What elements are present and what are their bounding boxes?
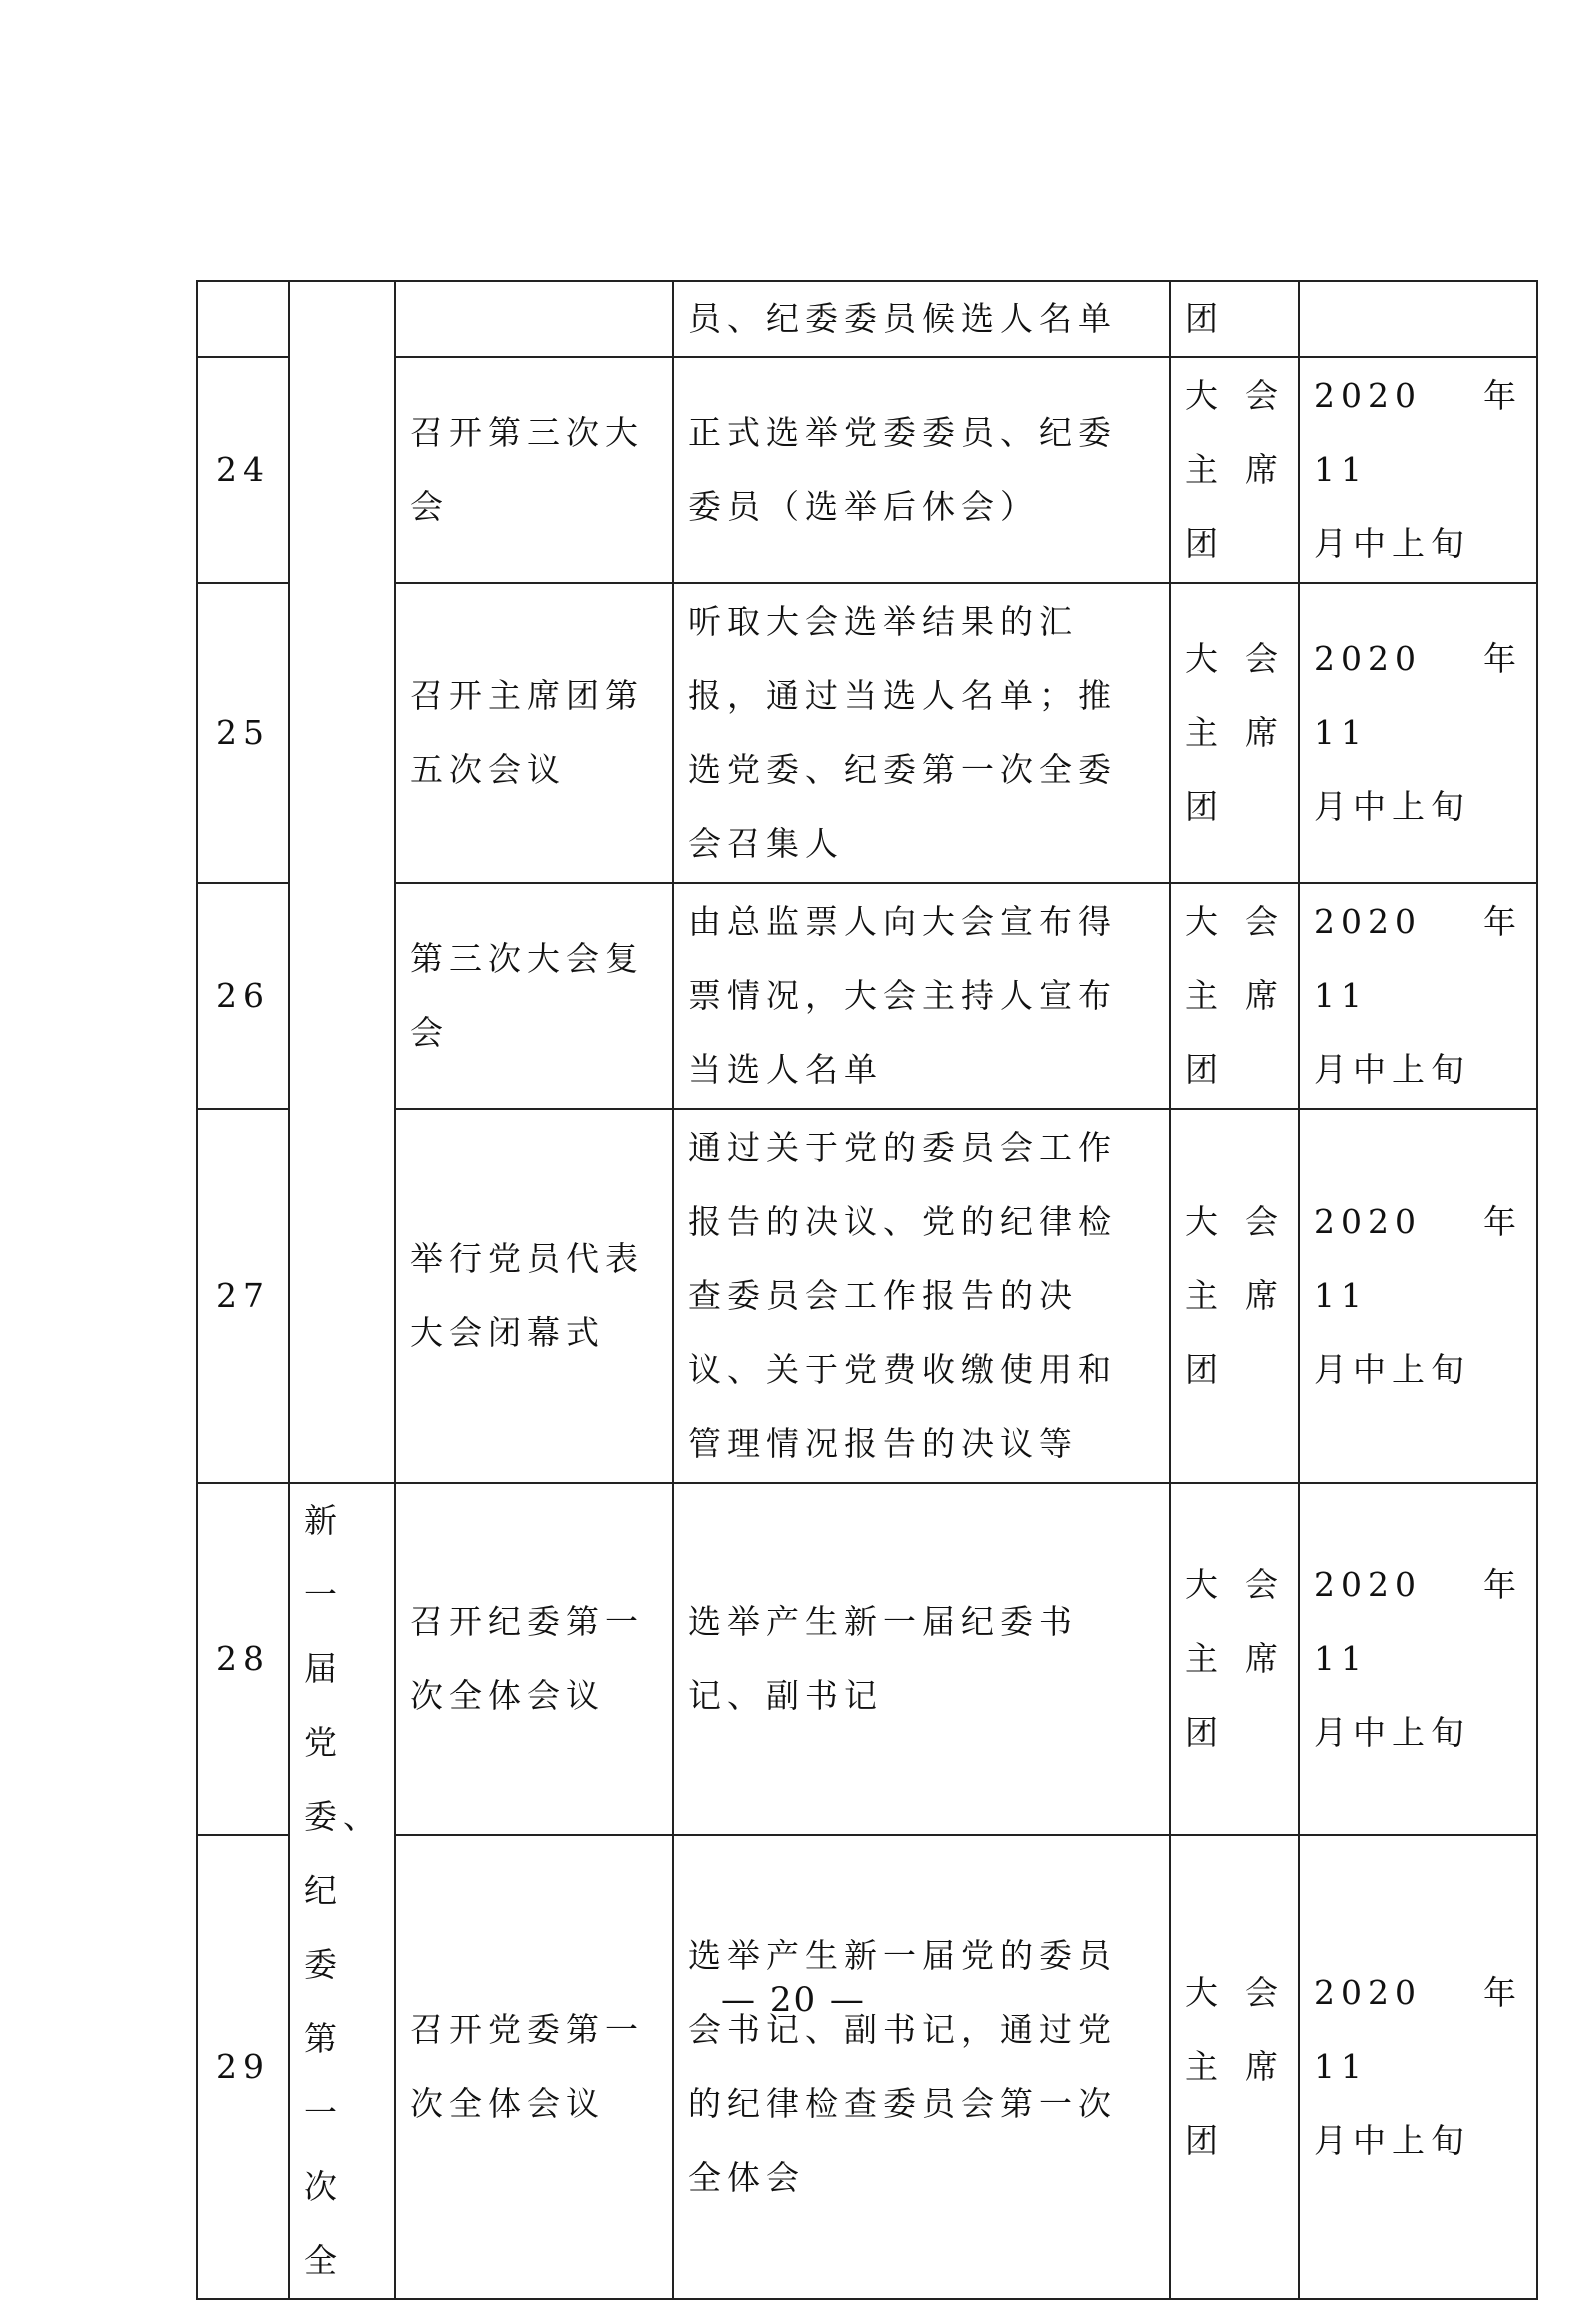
presidium-cell [1170,883,1299,1109]
presidium-line: 团 [1185,524,1224,563]
time-line: 2020 年 11 [1314,1202,1522,1315]
presidium-line: 主 席 [1185,1638,1284,1678]
presidium-line: 大 会 [1185,1202,1284,1241]
item-cell: 召开党委第一次全体会议 [395,1835,673,2299]
item-cell: 召开第三次大会 [395,357,673,583]
presidium-cell [1170,1483,1299,1835]
row-number-cell: 26 [197,883,289,1109]
content-cell: 通过关于党的委员会工作报告的决议、党的纪律检查委员会工作报告的决议、关于党费收缴使用和管理情况报告的决议等 [673,1109,1170,1483]
content-cell: 员、纪委委员候选人名单 [673,281,1170,357]
presidium-line: 主 席 [1185,2046,1284,2086]
time-cell [1299,1109,1537,1483]
item-cell: 举行党员代表大会闭幕式 [395,1109,673,1483]
time-line: 2020 年 11 [1314,376,1522,489]
time-line: 月中上旬 [1314,1050,1470,1089]
row-number-cell: 24 [197,357,289,583]
time-line: 2020 年 11 [1314,1564,1522,1678]
presidium-line: 主 席 [1185,976,1284,1015]
time-line: 2020 年 11 [1314,1972,1522,2086]
item-cell [395,281,673,357]
time-cell [1299,281,1537,357]
time-line: 2020 年 11 [1314,902,1522,1015]
presidium-line: 大 会 [1185,902,1284,941]
group-cell [289,281,395,1483]
time-line: 月中上旬 [1314,2120,1470,2160]
time-cell [1299,1483,1537,1835]
presidium-line: 团 [1185,1050,1224,1089]
content-cell: 由总监票人向大会宣布得票情况，大会主持人宣布当选人名单 [673,883,1170,1109]
table-row [197,883,1537,1109]
time-cell [1299,583,1537,883]
presidium-line: 大 会 [1185,1564,1284,1604]
time-line: 2020 年 11 [1314,639,1522,752]
table-row [197,1109,1537,1483]
presidium-line: 主 席 [1185,450,1284,489]
presidium-cell [1170,357,1299,583]
content-cell: 听取大会选举结果的汇报，通过当选人名单；推选党委、纪委第一次全委会召集人 [673,583,1170,883]
presidium-line: 大 会 [1185,1972,1284,2012]
group-cell: 新一届党委、纪委第一次全 [289,1483,395,2299]
time-cell [1299,883,1537,1109]
time-line: 月中上旬 [1314,1350,1470,1389]
table-row [197,1835,1537,2299]
content-cell: 选举产生新一届纪委书记、副书记 [673,1483,1170,1835]
presidium-cell: 团 [1170,281,1299,357]
presidium-line: 团 [1185,787,1224,826]
time-line: 月中上旬 [1314,1712,1470,1752]
row-number-cell: 25 [197,583,289,883]
table-row [197,1483,1537,1835]
presidium-line: 团 [1185,1350,1224,1389]
row-number-cell: 28 [197,1483,289,1835]
page-number: — 20 — [721,1980,866,2020]
row-number-cell: 29 [197,1835,289,2299]
table-row [197,357,1537,583]
presidium-line: 大 会 [1185,639,1284,678]
presidium-cell [1170,1835,1299,2299]
presidium-line: 大 会 [1185,376,1284,415]
row-number-cell: 27 [197,1109,289,1483]
content-cell: 选举产生新一届党的委员会书记、副书记，通过党的纪律检查委员会第一次全体会 [673,1835,1170,2299]
time-cell [1299,1835,1537,2299]
content-cell: 正式选举党委委员、纪委委员（选举后休会） [673,357,1170,583]
table-row [197,281,1537,357]
presidium-cell [1170,1109,1299,1483]
table-row [197,583,1537,883]
presidium-line: 主 席 [1185,713,1284,752]
item-cell: 召开主席团第五次会议 [395,583,673,883]
time-cell [1299,357,1537,583]
presidium-cell [1170,583,1299,883]
presidium-line: 主 席 [1185,1276,1284,1315]
row-number-cell [197,281,289,357]
presidium-line: 团 [1185,1712,1224,1752]
item-cell: 第三次大会复会 [395,883,673,1109]
time-line: 月中上旬 [1314,524,1470,563]
time-line: 月中上旬 [1314,787,1470,826]
presidium-line: 团 [1185,2120,1224,2160]
item-cell: 召开纪委第一次全体会议 [395,1483,673,1835]
